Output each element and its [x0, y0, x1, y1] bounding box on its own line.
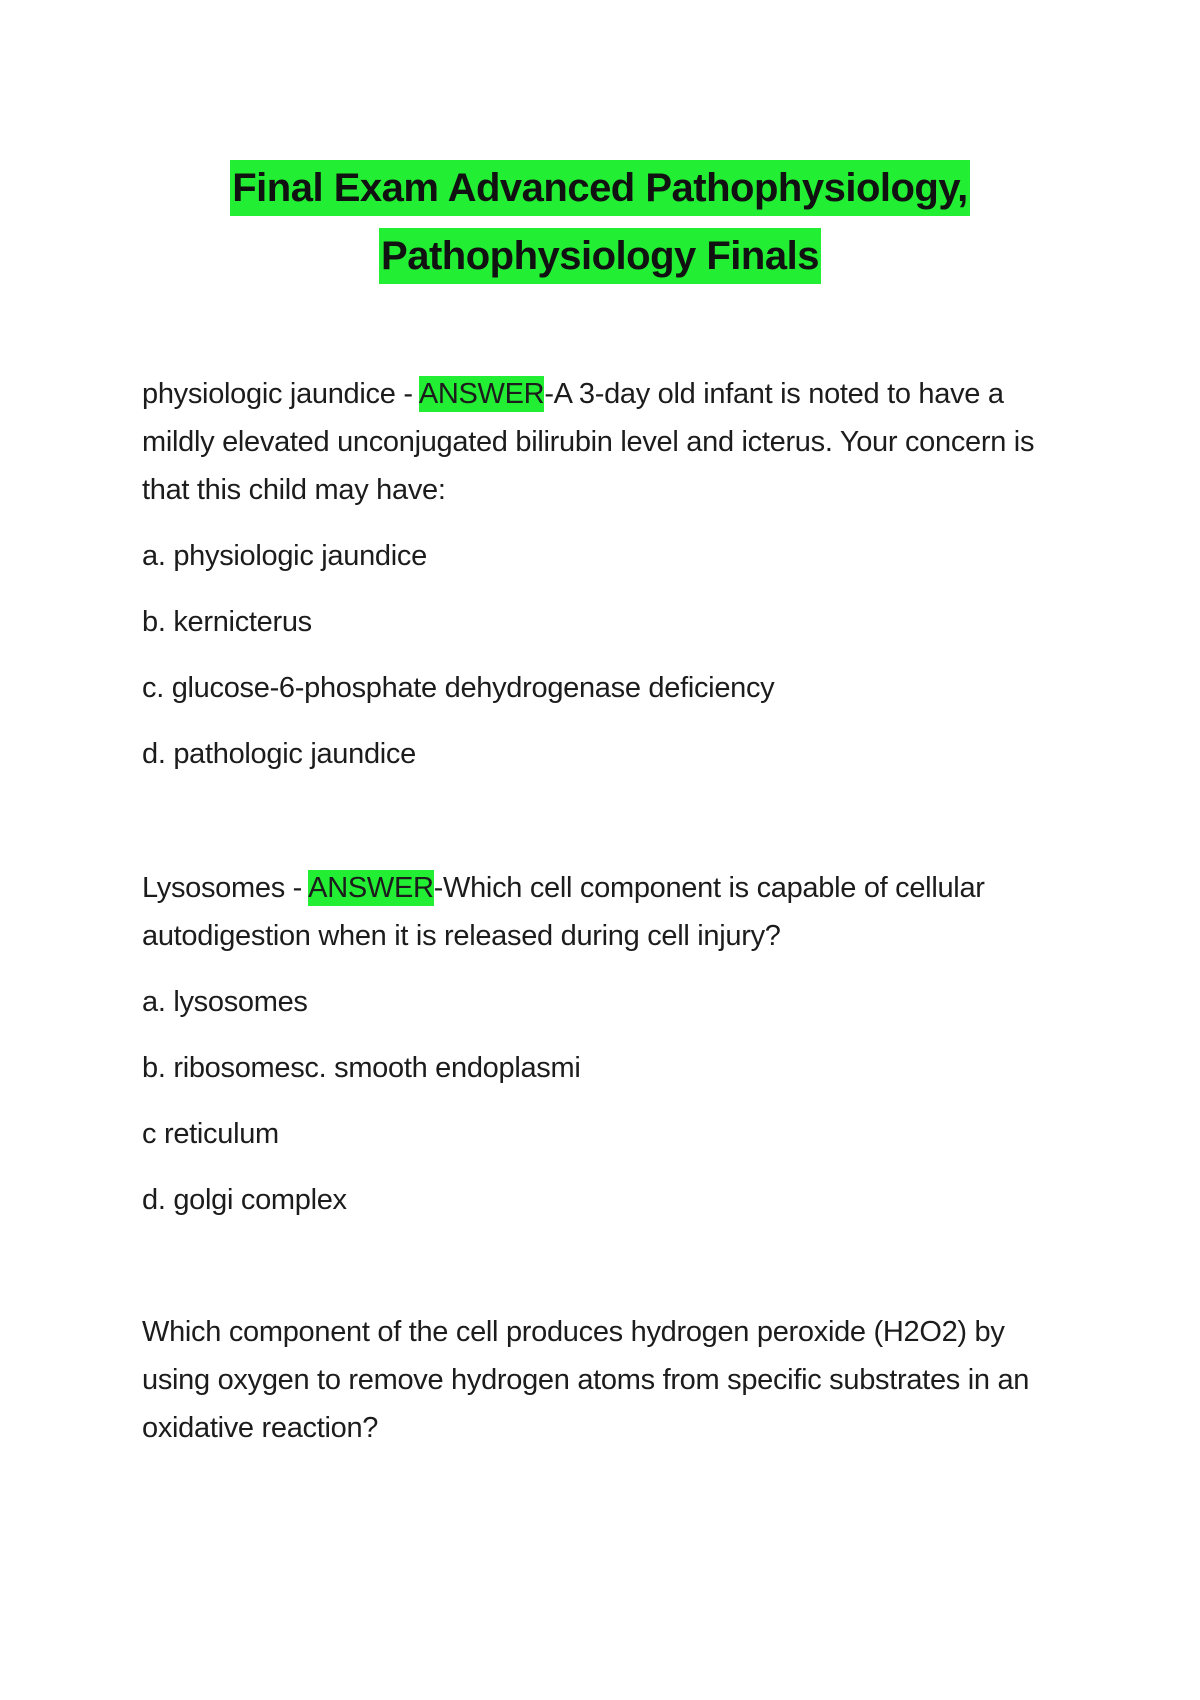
title-line-2 [0, 222, 1200, 290]
document-title [0, 154, 1200, 290]
question-block-1 [142, 370, 1072, 778]
question-block-2 [142, 864, 1072, 1224]
question-2-option-d: d. golgi complex [142, 1184, 347, 1216]
title-line-1-text: Final Exam Advanced Pathophysiology, [230, 160, 970, 216]
question-block-3 [142, 1308, 1072, 1452]
question-2-term: Lysosomes - [142, 872, 309, 904]
question-2-option-a: a. lysosomes [142, 986, 308, 1018]
question-1-option-b: b. kernicterus [142, 606, 312, 638]
question-2-option-b: b. ribosomesc. smooth endoplasmi [142, 1052, 581, 1084]
question-2-text [142, 864, 1072, 960]
question-1-term: physiologic jaundice - [142, 378, 419, 410]
title-line-2-text: Pathophysiology Finals [379, 228, 821, 284]
question-1-prompt: -A 3-day old infant is noted to have a mildly elevated unconjugated bilirubin level and icterus. Your concern is that this child may have: [142, 378, 1035, 506]
question-2-prompt: -Which cell component is capable of cellular autodigestion when it is released during cell injury? [142, 872, 985, 952]
question-1-option-c: c. glucose-6-phosphate dehydrogenase deficiency [142, 672, 775, 704]
title-line-1 [0, 154, 1200, 222]
answer-label: ANSWER [308, 872, 434, 904]
answer-label: ANSWER [418, 378, 545, 410]
question-3-text: Which component of the cell produces hydrogen peroxide (H2O2) by using oxygen to remove hydrogen atoms from specific substrates in an oxidative reaction? [142, 1316, 1030, 1444]
question-1-option-a: a. physiologic jaundice [142, 540, 427, 572]
question-2-option-c: c reticulum [142, 1118, 279, 1150]
question-1-text [142, 370, 1072, 514]
question-1-option-d: d. pathologic jaundice [142, 738, 416, 770]
